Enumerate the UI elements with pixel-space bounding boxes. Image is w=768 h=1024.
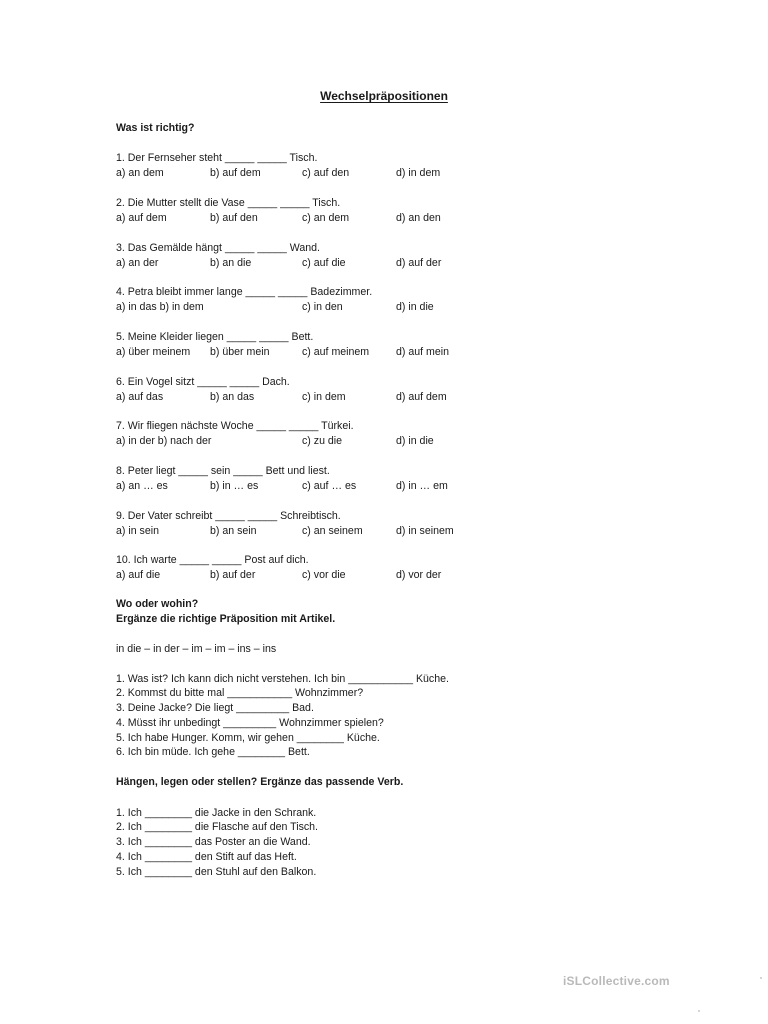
option-a: a) an dem — [116, 167, 164, 179]
option-d: d) an den — [396, 212, 441, 224]
option-d: d) vor der — [396, 569, 442, 581]
option-c: c) in den — [302, 301, 343, 313]
worksheet-title: Wechselpräpositionen — [320, 89, 448, 103]
option-a: a) in das b) in dem — [116, 301, 204, 313]
list-item: 2. Kommst du bitte mal ___________ Wohnzimmer? — [116, 687, 364, 699]
section2-instruction: Ergänze die richtige Präposition mit Artikel. — [116, 613, 336, 625]
list-item: 6. Ich bin müde. Ich gehe ________ Bett. — [116, 746, 310, 758]
option-d: d) auf der — [396, 257, 442, 269]
option-c: c) in dem — [302, 391, 346, 403]
question-text: 4. Petra bleibt immer lange _____ _____ Badezimmer. — [116, 286, 373, 298]
list-item: 5. Ich habe Hunger. Komm, wir gehen ________ Küche. — [116, 732, 380, 744]
option-b: b) an die — [210, 257, 252, 269]
section3-heading: Hängen, legen oder stellen? Ergänze das passende Verb. — [116, 776, 404, 788]
option-a: a) auf die — [116, 569, 161, 581]
question-text: 6. Ein Vogel sitzt _____ _____ Dach. — [116, 376, 290, 388]
option-c: c) auf meinem — [302, 346, 370, 358]
question-text: 2. Die Mutter stellt die Vase _____ _____ Tisch. — [116, 197, 341, 209]
question-text: 7. Wir fliegen nächste Woche _____ _____ Türkei. — [116, 420, 354, 432]
question-text: 9. Der Vater schreibt _____ _____ Schreibtisch. — [116, 510, 341, 522]
option-d: d) auf dem — [396, 391, 447, 403]
option-c: c) auf den — [302, 167, 350, 179]
list-item: 1. Ich ________ die Jacke in den Schrank. — [116, 807, 317, 819]
word-bank: in die – in der – im – im – ins – ins — [116, 643, 277, 655]
option-c: c) an dem — [302, 212, 350, 224]
option-b: b) auf den — [210, 212, 258, 224]
option-b: b) an sein — [210, 525, 257, 537]
option-a: a) an … es — [116, 480, 168, 492]
option-c: c) auf … es — [302, 480, 357, 492]
option-c: c) auf die — [302, 257, 346, 269]
list-item: 3. Deine Jacke? Die liegt _________ Bad. — [116, 702, 314, 714]
question-text: 1. Der Fernseher steht _____ _____ Tisch. — [116, 152, 318, 164]
question-text: 5. Meine Kleider liegen _____ _____ Bett. — [116, 331, 314, 343]
question-text: 8. Peter liegt _____ sein _____ Bett und liest. — [116, 465, 330, 477]
option-d: d) in … em — [396, 480, 448, 492]
option-b: b) an das — [210, 391, 255, 403]
option-a: a) auf dem — [116, 212, 167, 224]
decorative-dot — [698, 1010, 700, 1012]
section1-heading: Was ist richtig? — [116, 122, 195, 134]
option-c: c) zu die — [302, 435, 343, 447]
option-a: a) in der b) nach der — [116, 435, 212, 447]
option-b: b) in … es — [210, 480, 259, 492]
section2-heading: Wo oder wohin? — [116, 598, 199, 610]
question-text: 10. Ich warte _____ _____ Post auf dich. — [116, 554, 309, 566]
option-a: a) an der — [116, 257, 159, 269]
option-b: b) auf der — [210, 569, 256, 581]
list-item: 5. Ich ________ den Stuhl auf den Balkon. — [116, 866, 317, 878]
option-a: a) in sein — [116, 525, 159, 537]
option-d: d) in seinem — [396, 525, 454, 537]
option-d: d) auf mein — [396, 346, 449, 358]
option-d: d) in dem — [396, 167, 441, 179]
list-item: 2. Ich ________ die Flasche auf den Tisch. — [116, 821, 319, 833]
list-item: 4. Ich ________ den Stift auf das Heft. — [116, 851, 297, 863]
option-d: d) in die — [396, 301, 434, 313]
option-b: b) auf dem — [210, 167, 261, 179]
option-b: b) über mein — [210, 346, 270, 358]
option-c: c) an seinem — [302, 525, 363, 537]
question-text: 3. Das Gemälde hängt _____ _____ Wand. — [116, 242, 320, 254]
decorative-dot — [760, 977, 762, 979]
option-a: a) über meinem — [116, 346, 191, 358]
option-a: a) auf das — [116, 391, 164, 403]
option-c: c) vor die — [302, 569, 346, 581]
watermark-logo: iSLCollective.com — [563, 974, 670, 988]
list-item: 4. Müsst ihr unbedingt _________ Wohnzimmer spielen? — [116, 717, 384, 729]
list-item: 3. Ich ________ das Poster an die Wand. — [116, 836, 311, 848]
option-d: d) in die — [396, 435, 434, 447]
list-item: 1. Was ist? Ich kann dich nicht verstehen. Ich bin ___________ Küche. — [116, 673, 449, 685]
